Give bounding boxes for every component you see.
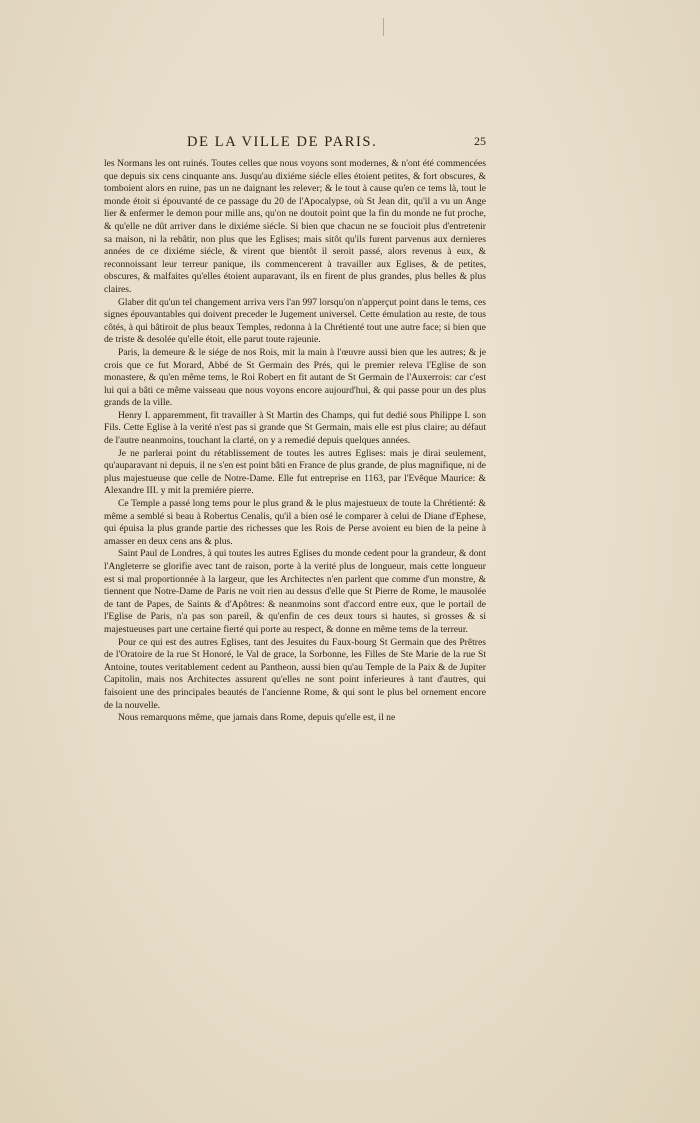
paragraph: Ce Temple a passé long tems pour le plus grand & le plus majestueux de toute la Chrétienté: & même a semblé si beau à Robertus Cenalis, qu'il a bien osé le comparer à celui de Diane d'Ephese, qui épuisa la plus grande partie des richesses que les Rois de Perse avoient eu bien de la peine à amasser en deux cens ans & plus. [104, 498, 486, 547]
page-fold-mark [383, 18, 384, 36]
page-body [104, 158, 486, 725]
paragraph: Pour ce qui est des autres Eglises, tant des Jesuites du Faux-bourg St Germain que des Prêtres de l'Oratoire de la rue St Honoré, le Val de grace, la Sorbonne, les Filles de Ste Marie de la rue St Antoine, toutes veritablement cedent au Pantheon, aussi bien qu'au Temple de la Paix & de Jupiter Capitolin, mais nos Architectes assurent qu'elles ne sont point inferieures à tant d'autres, qui faisoient une des principales beautés de l'ancienne Rome, & qui sont le plus bel ornement encore de la nouvelle. [104, 636, 486, 711]
paragraph: les Normans les ont ruinés. Toutes celles que nous voyons sont modernes, & n'ont été commencées que depuis six cens cinquante ans. Jusqu'au dixiéme siécle elles étoient petites, & fort obscures, & tomboient alors en ruine, pas un ne daignant les relever; & le tout à cause qu'en ce tems là, tout le monde étoit si épouvanté de ce passage du 20 de l'Apocalypse, où St Jean dit, qu'il a vu un Ange lier & enfermer le demon pour mille ans, qu'on ne doutoit point que la fin du monde ne fut proche, & qu'elle ne dût arriver dans le dixiéme siécle. Si bien que chacun ne se foucioit plus d'entretenir sa maison, ni la rebâtir, non plus que les Eglises; mais sitôt qu'ils furent parvenus aux dernieres années de ce dixiéme siécle, & virent que bientôt il seroit passé, alors revenus à eux, & reconnoissant leur terreur panique, ils commencerent à travailler aux Eglises, & de petites, obscures, & malfaites qu'elles étoient auparavant, ils en firent de plus grandes, plus belles & plus claires. [104, 158, 486, 295]
paragraph: Henry I. apparemment, fit travailler à St Martin des Champs, qui fut dedié sous Philippe I. son Fils. Cette Eglise à la verité n'est pas si grande que St Germain, mais elle est plus claire; au défaut de l'autre neanmoins, touchant la clarté, on y a remedié depuis quelques années. [104, 409, 486, 447]
page-number: 25 [474, 134, 486, 148]
book-page [104, 134, 486, 725]
paragraph: Je ne parlerai point du rétablissement de toutes les autres Eglises: mais je dirai seulement, qu'auparavant ni depuis, il ne s'en est point bâti en France de plus grande, de plus magnifique, ni de plus majestueuse que celle de Notre-Dame. Elle fut entreprise en 1163, par l'Evêque Maurice: & Alexandre III. y mit la premiére pierre. [104, 447, 486, 497]
paragraph: Paris, la demeure & le siége de nos Rois, mit la main à l'œuvre aussi bien que les autres; & je crois que ce fut Morard, Abbé de St Germain des Prés, qui le premier releva l'Eglise de son monastere, & qu'en même tems, le Roi Robert en fit autant de St Germain de l'Auxerrois: car c'est lui qui a bâti ce même vaisseau que nous voyons encore aujourd'hui, & qui passe pour un des plus grands de la ville. [104, 346, 486, 409]
paragraph: Glaber dit qu'un tel changement arriva vers l'an 997 lorsqu'on n'apperçut point dans le tems, ces signes épouvantables qui doivent preceder le Jugement universel. Cette émulation au reste, de tous côtés, à qui bâtiroit de plus beaux Temples, redonna à la Chrétienté tout une autre face; si bien que de triste & desolée qu'elle étoit, elle parut toute rajeunie. [104, 296, 486, 346]
paragraph: Saint Paul de Londres, à qui toutes les autres Eglises du monde cedent pour la grandeur, & dont l'Angleterre se glorifie avec tant de raison, porte à la verité plus de longueur, mais cette longueur est si mal proportionnée à la largeur, que les Architectes n'en parlent que comme d'un monstre, & tiennent que Notre-Dame de Paris ne voit rien au dessus d'elle que St Pierre de Rome, le mausolée de tant de Papes, de Saints & d'Apôtres: & neanmoins sont d'accord entre eux, que le portail de l'Eglise de Paris, n'a pas son pareil, & qu'enfin de ces deux tours si hautes, si grosses & si majestueuses part une certaine fierté qui porte au respect, & donne en même tems de la terreur. [104, 548, 486, 635]
page-header [104, 134, 486, 158]
running-head: DE LA VILLE DE PARIS. [187, 134, 378, 150]
paragraph: Nous remarquons même, que jamais dans Rome, depuis qu'elle est, il ne [118, 712, 396, 724]
